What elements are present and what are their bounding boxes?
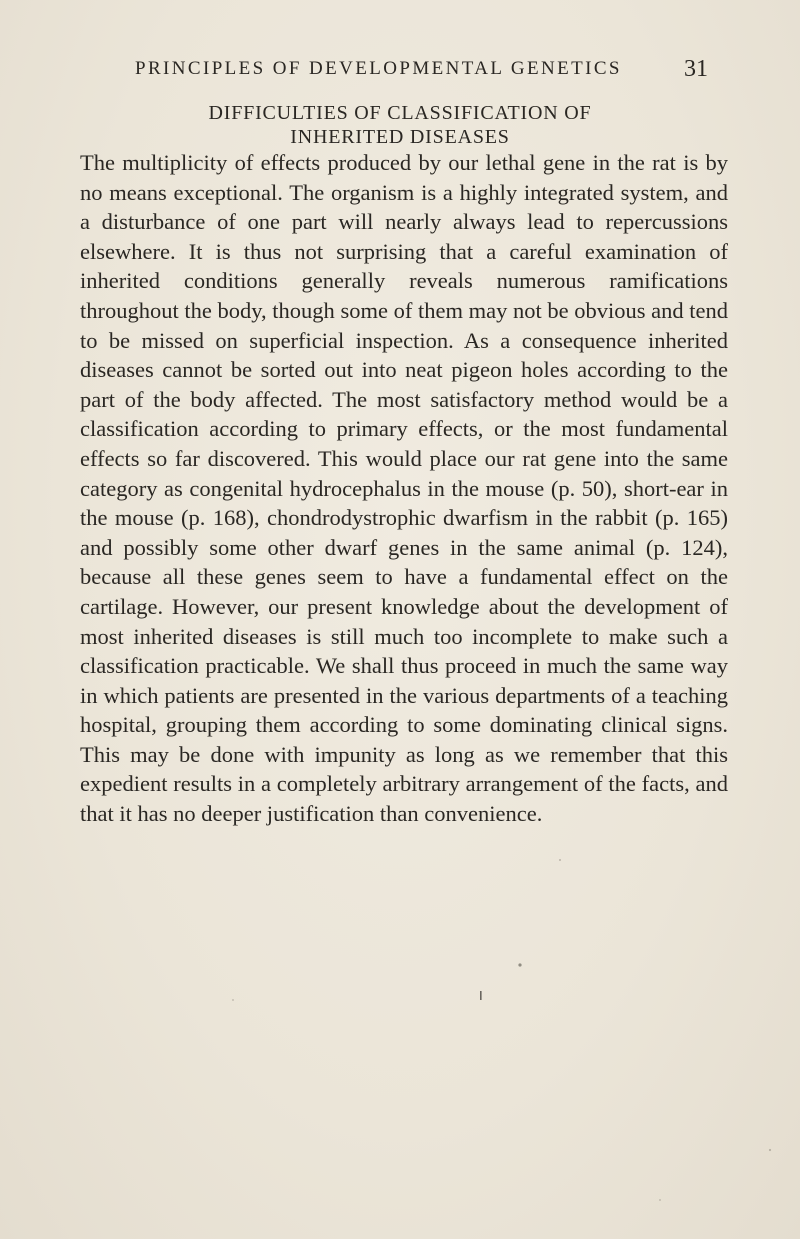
paper-speck [480,991,482,1000]
paper-speck [232,999,234,1001]
paper-speck [769,1149,771,1151]
paper-speck [518,963,521,966]
running-title: PRINCIPLES OF DEVELOPMENTAL GENETICS [135,58,622,79]
section-heading-line-2: INHERITED DISEASES [290,126,510,148]
page-number: 31 [684,56,708,82]
paper-speck [559,859,561,861]
paper-speck [659,1199,661,1201]
section-heading-line-1: DIFFICULTIES OF CLASSIFICATION OF [208,102,592,124]
body-paragraph: The multiplicity of effects produced by our lethal gene in the rat is by no means exceptional. The organism is a highly integrated system, and a disturbance of one part will nearly always lead to repercussions elsewhere. It is thus not surprising that a careful examination of inherited conditions generally reveals numerous ramifications throughout the body, though some of them may not be obvious and tend to be missed on superficial inspection. As a consequence inherited diseases cannot be sorted out into neat pigeon holes according to the part of the body affected. The most satisfactory method would be a classification according to primary effects, or the most fundamental effects so far discovered. This would place our rat gene into the same category as congenital hydrocephalus in the mouse (p. 50), short-ear in the mouse (p. 168), chondrodystrophic dwarfism in the rabbit (p. 165) and possibly some other dwarf genes in the same animal (p. 124), because all these genes seem to have a fundamental effect on the cartilage. However, our present knowledge about the development of most inherited diseases is still much too incomplete to make such a classification practicable. We shall thus proceed in much the same way in which patients are presented in the various departments of a teaching hospital, grouping them according to some dominating clinical signs. This may be done with impunity as long as we remember that this expedient results in a completely arbitrary arrangement of the facts, and that it has no deeper justification than convenience. [80,150,728,827]
running-header [90,58,730,84]
